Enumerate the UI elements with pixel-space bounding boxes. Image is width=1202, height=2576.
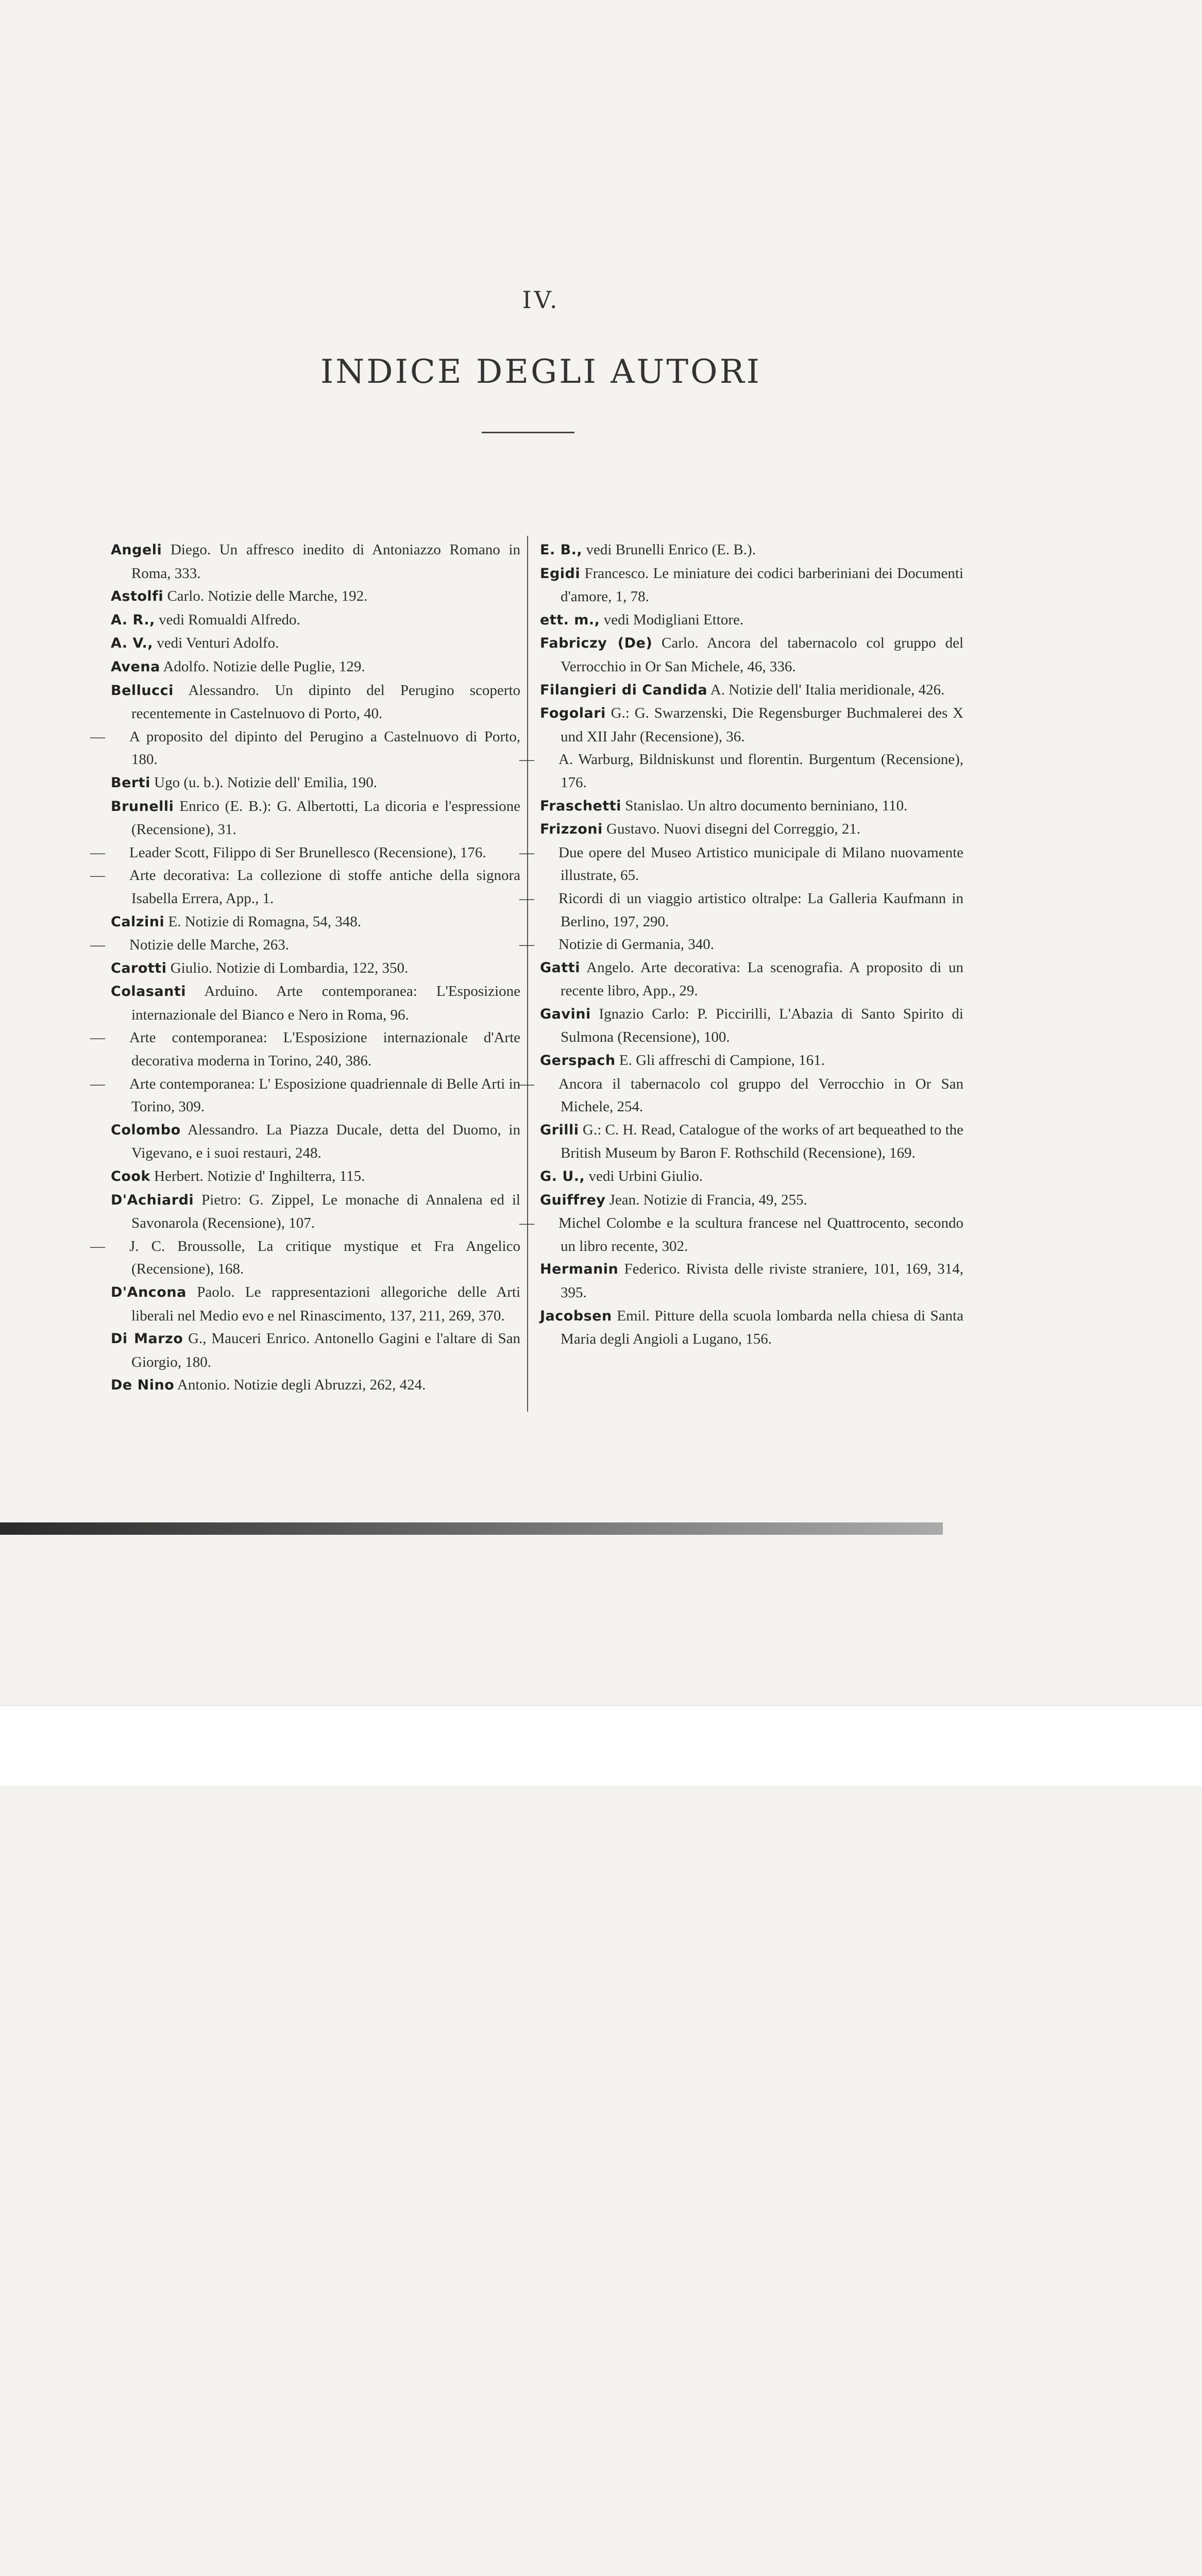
author-name: Fogolari xyxy=(540,705,606,722)
scan-edge-shadow xyxy=(0,1522,1202,1564)
dash-marker: — xyxy=(519,936,534,953)
entry-text: Michel Colombe e la scultura francese nel Quattrocento, secondo un libro recente, 302. xyxy=(558,1215,963,1255)
index-entry xyxy=(111,771,520,795)
dash-marker: — xyxy=(519,890,534,907)
author-name: Carotti xyxy=(111,960,167,976)
index-entry xyxy=(540,1165,963,1189)
entry-text: Arte decorativa: La collezione di stoffe antiche della signora Isabella Errera, App., 1. xyxy=(129,867,520,907)
entry-text: Ancora il tabernacolo col gruppo del Verrocchio in Or San Michele, 254. xyxy=(558,1075,963,1115)
index-entry xyxy=(90,864,520,910)
author-name: De Nino xyxy=(111,1377,175,1394)
index-entry xyxy=(540,632,963,678)
entry-text: vedi Modigliani Ettore. xyxy=(600,611,744,628)
author-name: Hermanin xyxy=(540,1261,619,1278)
index-entry xyxy=(540,818,963,841)
author-name: A. R., xyxy=(111,612,155,628)
index-entry xyxy=(111,1118,520,1165)
author-name: Colasanti xyxy=(111,984,187,1000)
dash-marker: — xyxy=(90,867,105,884)
author-name: Gavini xyxy=(540,1006,591,1022)
entry-text: A. Notizie dell' Italia meridionale, 426. xyxy=(707,681,945,698)
dash-marker: — xyxy=(519,751,534,768)
index-entry xyxy=(90,1073,520,1118)
right-column xyxy=(519,538,963,1351)
title-rule xyxy=(482,432,574,433)
author-name: D'Achiardi xyxy=(111,1192,194,1208)
dash-marker: — xyxy=(519,844,534,861)
dash-marker: — xyxy=(90,937,105,954)
index-entry xyxy=(540,702,963,748)
author-name: E. B., xyxy=(540,542,583,558)
author-name: ett. m., xyxy=(540,612,600,628)
index-entry xyxy=(90,1235,520,1281)
entry-text: vedi Venturi Adolfo. xyxy=(153,635,279,652)
entry-text: Arte contemporanea: L'Esposizione internazionale d'Arte decorativa moderna in Torino, 240, 386. xyxy=(129,1029,520,1070)
entry-text: Antonio. Notizie degli Abruzzi, 262, 424. xyxy=(174,1377,426,1394)
entry-text: J. C. Broussolle, La critique mystique et Fra Angelico (Recensione), 168. xyxy=(129,1238,520,1278)
author-name: Egidi xyxy=(540,565,581,582)
index-entry xyxy=(111,1281,520,1327)
author-name: Astolfi xyxy=(111,588,164,605)
index-entry xyxy=(540,538,963,562)
author-name: Fabriczy (De) xyxy=(540,635,653,652)
index-entry xyxy=(90,725,520,771)
dash-marker: — xyxy=(90,1029,105,1046)
entry-text: E. Gli affreschi di Campione, 161. xyxy=(615,1052,825,1069)
entry-text: Herbert. Notizie d' Inghilterra, 115. xyxy=(150,1168,365,1185)
index-entry xyxy=(90,934,520,957)
author-name: Guiffrey xyxy=(540,1192,606,1208)
dash-marker: — xyxy=(90,728,105,745)
author-name: A. V., xyxy=(111,635,153,652)
index-entry xyxy=(540,1003,963,1049)
page-title: INDICE DEGLI AUTORI xyxy=(320,353,761,391)
entry-text: Due opere del Museo Artistico municipale di Milano nuovamente illustrate, 65. xyxy=(558,844,963,884)
entry-text: G.: C. H. Read, Catalogue of the works of art bequeathed to the British Museum by Baron F. Rothschild (Recensione), 169. xyxy=(561,1121,963,1162)
entry-text: Angelo. Arte decorativa: La scenografia. A proposito di un recente libro, App., 29. xyxy=(561,959,963,999)
author-name: Gerspach xyxy=(540,1053,616,1069)
entry-text: vedi Brunelli Enrico (E. B.). xyxy=(582,541,756,558)
entry-text: Pietro: G. Zippel, Le monache di Annalena ed il Savonarola (Recensione), 107. xyxy=(131,1191,520,1232)
left-column xyxy=(90,538,521,1397)
author-name: Calzini xyxy=(111,913,165,930)
author-name: Bellucci xyxy=(111,682,174,699)
entry-text: Giulio. Notizie di Lombardia, 122, 350. xyxy=(166,959,409,976)
entry-text: Paolo. Le rappresentazioni allegoriche delle Arti liberali nel Medio evo e nel Rinascimento, 137, 211, 269, 370. xyxy=(131,1284,520,1324)
entry-text: G., Mauceri Enrico. Antonello Gagini e l'altare di San Giorgio, 180. xyxy=(131,1330,521,1370)
index-entry xyxy=(519,887,963,933)
entry-text: Diego. Un affresco inedito di Antoniazzo Romano in Roma, 333. xyxy=(131,541,520,582)
entry-text: Francesco. Le miniature dei codici barberiniani dei Documenti d'amore, 1, 78. xyxy=(561,565,963,605)
index-entry xyxy=(111,679,520,725)
entry-text: Notizie di Germania, 340. xyxy=(558,936,714,953)
index-entry xyxy=(540,794,963,818)
entry-text: Carlo. Ancora del tabernacolo col gruppo del Verrocchio in Or San Michele, 46, 336. xyxy=(561,635,963,675)
author-name: G. U., xyxy=(540,1168,585,1185)
dash-marker: — xyxy=(519,1215,534,1232)
entry-text: Federico. Rivista delle riviste straniere, 101, 169, 314, 395. xyxy=(561,1261,963,1301)
entry-text: Gustavo. Nuovi disegni del Correggio, 21. xyxy=(602,821,860,838)
index-entry xyxy=(111,1165,520,1189)
index-entry xyxy=(111,1327,520,1374)
index-entry xyxy=(540,608,963,632)
author-name: Gatti xyxy=(540,959,580,976)
index-entry xyxy=(540,1304,963,1351)
author-name: Di Marzo xyxy=(111,1331,183,1347)
index-entry xyxy=(540,1118,963,1165)
index-entry xyxy=(111,538,520,585)
entry-text: Ricordi di un viaggio artistico oltralpe: La Galleria Kaufmann in Berlino, 197, 290. xyxy=(558,890,963,930)
index-entry xyxy=(111,910,520,934)
footer xyxy=(0,1705,1202,1786)
author-name: Jacobsen xyxy=(540,1308,612,1324)
entry-text: Leader Scott, Filippo di Ser Brunellesco (Recensione), 176. xyxy=(129,844,486,861)
entry-text: Notizie delle Marche, 263. xyxy=(129,937,290,954)
index-entry xyxy=(519,933,963,956)
index-entry xyxy=(111,1189,520,1235)
index-entry xyxy=(111,1374,520,1397)
entry-text: Arduino. Arte contemporanea: L'Esposizione internazionale del Bianco e Nero in Roma, 96. xyxy=(131,983,520,1023)
index-entry xyxy=(111,585,520,608)
author-name: Berti xyxy=(111,774,150,791)
index-entry xyxy=(540,956,963,1003)
index-entry xyxy=(111,655,520,679)
index-entry xyxy=(90,841,520,865)
entry-text: A. Warburg, Bildniskunst und florentin. Burgentum (Recensione), 176. xyxy=(558,751,963,791)
index-entry xyxy=(540,1258,963,1304)
author-name: Colombo xyxy=(111,1122,181,1138)
entry-text: G.: G. Swarzenski, Die Regensburger Buchmalerei des X und XII Jahr (Recensione), 36. xyxy=(561,705,963,745)
index-entry xyxy=(519,1212,963,1258)
dash-marker: — xyxy=(519,1075,534,1092)
index-entry xyxy=(111,608,520,632)
index-entry xyxy=(540,1189,963,1212)
author-name: Angeli xyxy=(111,542,162,558)
entry-text: Arte contemporanea: L' Esposizione quadriennale di Belle Arti in Torino, 309. xyxy=(129,1075,520,1115)
index-entry xyxy=(111,957,520,980)
entry-text: E. Notizie di Romagna, 54, 348. xyxy=(164,913,362,930)
index-entry xyxy=(111,980,520,1026)
author-name: Grilli xyxy=(540,1122,579,1138)
column-divider xyxy=(527,536,528,1412)
author-name: Frizzoni xyxy=(540,821,603,838)
dash-marker: — xyxy=(90,844,105,861)
entry-text: vedi Urbini Giulio. xyxy=(585,1168,703,1185)
index-entry xyxy=(540,1049,963,1073)
index-entry xyxy=(540,679,963,702)
entry-text: Stanislao. Un altro documento berniniano, 110. xyxy=(621,797,908,814)
dash-marker: — xyxy=(90,1238,105,1255)
author-name: Filangieri di Candida xyxy=(540,682,708,698)
author-name: D'Ancona xyxy=(111,1284,187,1300)
entry-text: Ugo (u. b.). Notizie dell' Emilia, 190. xyxy=(150,774,378,791)
author-name: Avena xyxy=(111,658,160,675)
index-entry xyxy=(111,632,520,655)
index-entry xyxy=(90,1026,520,1072)
index-entry xyxy=(540,562,963,608)
entry-text: Emil. Pitture della scuola lombarda nella chiesa di Santa Maria degli Angioli a Lugano, 156. xyxy=(561,1307,963,1348)
entry-text: Adolfo. Notizie delle Puglie, 129. xyxy=(160,658,365,675)
index-entry xyxy=(519,841,963,887)
index-entry xyxy=(519,1073,963,1118)
entry-text: Enrico (E. B.): G. Albertotti, La dicoria e l'espressione (Recensione), 31. xyxy=(131,798,520,838)
entry-text: Alessandro. La Piazza Ducale, detta del Duomo, in Vigevano, e i suoi restauri, 248. xyxy=(131,1121,520,1162)
entry-text: Carlo. Notizie delle Marche, 192. xyxy=(163,588,368,605)
author-name: Brunelli xyxy=(111,798,174,815)
entry-text: Alessandro. Un dipinto del Perugino scoperto recentemente in Castelnuovo di Porto, 40. xyxy=(131,682,520,722)
entry-text: Ignazio Carlo: P. Piccirilli, L'Abazia di Santo Spirito di Sulmona (Recensione), 100. xyxy=(561,1005,963,1046)
entry-text: vedi Romualdi Alfredo. xyxy=(155,611,300,628)
index-entry xyxy=(111,795,520,841)
author-name: Fraschetti xyxy=(540,798,621,814)
section-number: IV. xyxy=(522,286,560,314)
entry-text: A proposito del dipinto del Perugino a Castelnuovo di Porto, 180. xyxy=(129,728,520,768)
index-entry xyxy=(519,748,963,794)
dash-marker: — xyxy=(90,1075,105,1092)
author-name: Cook xyxy=(111,1168,150,1185)
entry-text: Jean. Notizie di Francia, 49, 255. xyxy=(605,1191,807,1208)
